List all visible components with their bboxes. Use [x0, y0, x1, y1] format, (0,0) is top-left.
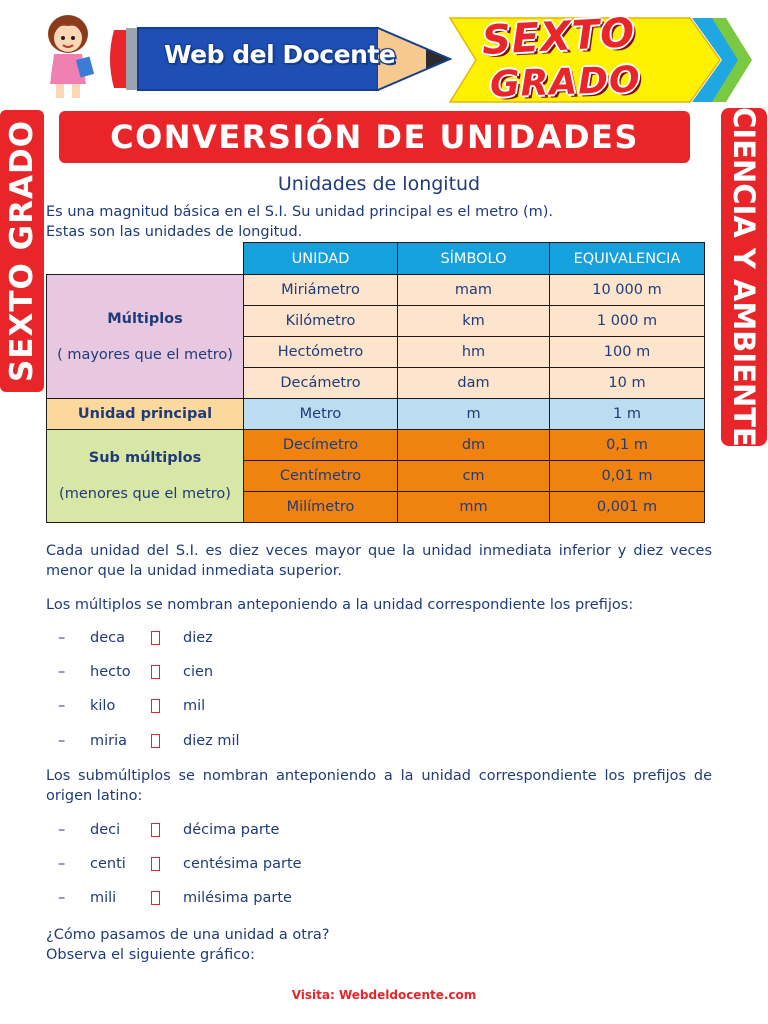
prefix-meaning: diez mil — [183, 733, 240, 749]
header-symbol: SÍMBOLO — [398, 243, 550, 275]
list-dash: – — [58, 630, 66, 646]
cell-unit: Decámetro — [244, 368, 398, 399]
group-submultiples-note: (menores que el metro) — [59, 486, 231, 502]
prefix-meaning: mil — [183, 698, 206, 714]
arrow-icon — [151, 823, 160, 837]
cell-unit: Decímetro — [244, 430, 398, 461]
arrow-icon — [151, 665, 160, 679]
table-row — [47, 430, 705, 461]
cell-symbol: mm — [398, 492, 550, 523]
cell-equivalence: 1 m — [550, 399, 705, 430]
cell-equivalence: 10 000 m — [550, 275, 705, 306]
list-dash: – — [58, 822, 66, 838]
title-banner — [59, 111, 690, 163]
prefix-meaning: diez — [183, 630, 213, 646]
list-dash: – — [58, 698, 66, 714]
arrow-icon — [151, 734, 160, 748]
cell-unit: Metro — [244, 399, 398, 430]
grade-title-line1: SEXTO — [480, 10, 637, 64]
page-title: CONVERSIÓN DE UNIDADES — [110, 118, 639, 156]
cell-unit: Kilómetro — [244, 306, 398, 337]
header-unit: UNIDAD — [244, 243, 398, 275]
arrow-icon — [151, 857, 160, 871]
prefix-meaning: décima parte — [183, 822, 280, 838]
prefix-word: kilo — [90, 698, 116, 714]
cell-unit: Milímetro — [244, 492, 398, 523]
group-multiples-title: Múltiplos — [107, 310, 183, 327]
list-dash: – — [58, 733, 66, 749]
cell-symbol: km — [398, 306, 550, 337]
cell-equivalence: 100 m — [550, 337, 705, 368]
prefix-meaning: milésima parte — [183, 890, 292, 906]
prefix-word: hecto — [90, 664, 131, 680]
cell-equivalence: 10 m — [550, 368, 705, 399]
side-banner-grade — [0, 110, 44, 392]
group-principal — [47, 399, 244, 430]
intro-line-2: Estas son las unidades de longitud. — [46, 224, 303, 240]
table-corner — [47, 243, 244, 275]
prefix-word: centi — [90, 856, 126, 872]
arrow-icon — [151, 891, 160, 905]
cell-unit: Hectómetro — [244, 337, 398, 368]
grade-title-line2: GRADO — [489, 59, 642, 106]
intro-line-1: Es una magnitud básica en el S.I. Su unidad principal es el metro (m). — [46, 204, 554, 220]
units-table — [46, 242, 705, 523]
cell-unit: Centímetro — [244, 461, 398, 492]
prefix-word: mili — [90, 890, 117, 906]
group-principal-title: Unidad principal — [77, 406, 213, 422]
header-equivalence: EQUIVALENCIA — [550, 243, 705, 275]
cell-equivalence: 0,001 m — [550, 492, 705, 523]
cell-symbol: dm — [398, 430, 550, 461]
section-subtitle: Unidades de longitud — [277, 173, 481, 195]
prefix-word: deca — [90, 630, 125, 646]
observe-text: Observa el siguiente gráfico: — [46, 947, 255, 963]
arrow-icon — [151, 699, 160, 713]
cell-equivalence: 0,01 m — [550, 461, 705, 492]
cell-symbol: mam — [398, 275, 550, 306]
list-dash: – — [58, 890, 66, 906]
table-row — [47, 399, 705, 430]
side-banner-subject-text: CIENCIA Y AMBIENTE — [727, 107, 762, 447]
cell-symbol: dam — [398, 368, 550, 399]
arrow-icon — [151, 631, 160, 645]
cell-equivalence: 0,1 m — [550, 430, 705, 461]
prefix-word: miria — [90, 733, 128, 749]
prefix-meaning: centésima parte — [183, 856, 302, 872]
teacher-illustration — [38, 12, 100, 102]
brand-logo-text: Web del Docente — [164, 40, 396, 69]
question-text: ¿Cómo pasamos de una unidad a otra? — [46, 927, 330, 943]
cell-symbol: m — [398, 399, 550, 430]
cell-unit: Miriámetro — [244, 275, 398, 306]
side-banner-subject — [721, 108, 767, 446]
table-header-row — [47, 243, 705, 275]
cell-equivalence: 1 000 m — [550, 306, 705, 337]
group-multiples-note: ( mayores que el metro) — [57, 346, 233, 363]
list-dash: – — [58, 664, 66, 680]
cell-symbol: hm — [398, 337, 550, 368]
list-dash: – — [58, 856, 66, 872]
table-row — [47, 275, 705, 306]
prefix-meaning: cien — [183, 664, 214, 680]
prefix-word: deci — [90, 822, 121, 838]
group-submultiples — [47, 430, 244, 523]
paragraph-ten-times: Cada unidad del S.I. es diez veces mayor que la unidad inmediata inferior y diez veces menor que la unidad inmediata superior. — [46, 543, 712, 579]
side-banner-grade-text: SEXTO GRADO — [4, 119, 40, 383]
paragraph-multiples: Los múltiplos se nombran anteponiendo a la unidad correspondiente los prefijos: — [46, 597, 634, 613]
group-multiples — [47, 275, 244, 399]
paragraph-submultiples: Los submúltiplos se nombran anteponiendo a la unidad correspondiente los prefijos de origen latino: — [46, 768, 712, 804]
group-submultiples-title: Sub múltiplos — [88, 450, 202, 466]
cell-symbol: cm — [398, 461, 550, 492]
footer-link[interactable]: Visita: Webdeldocente.com — [291, 988, 477, 1002]
